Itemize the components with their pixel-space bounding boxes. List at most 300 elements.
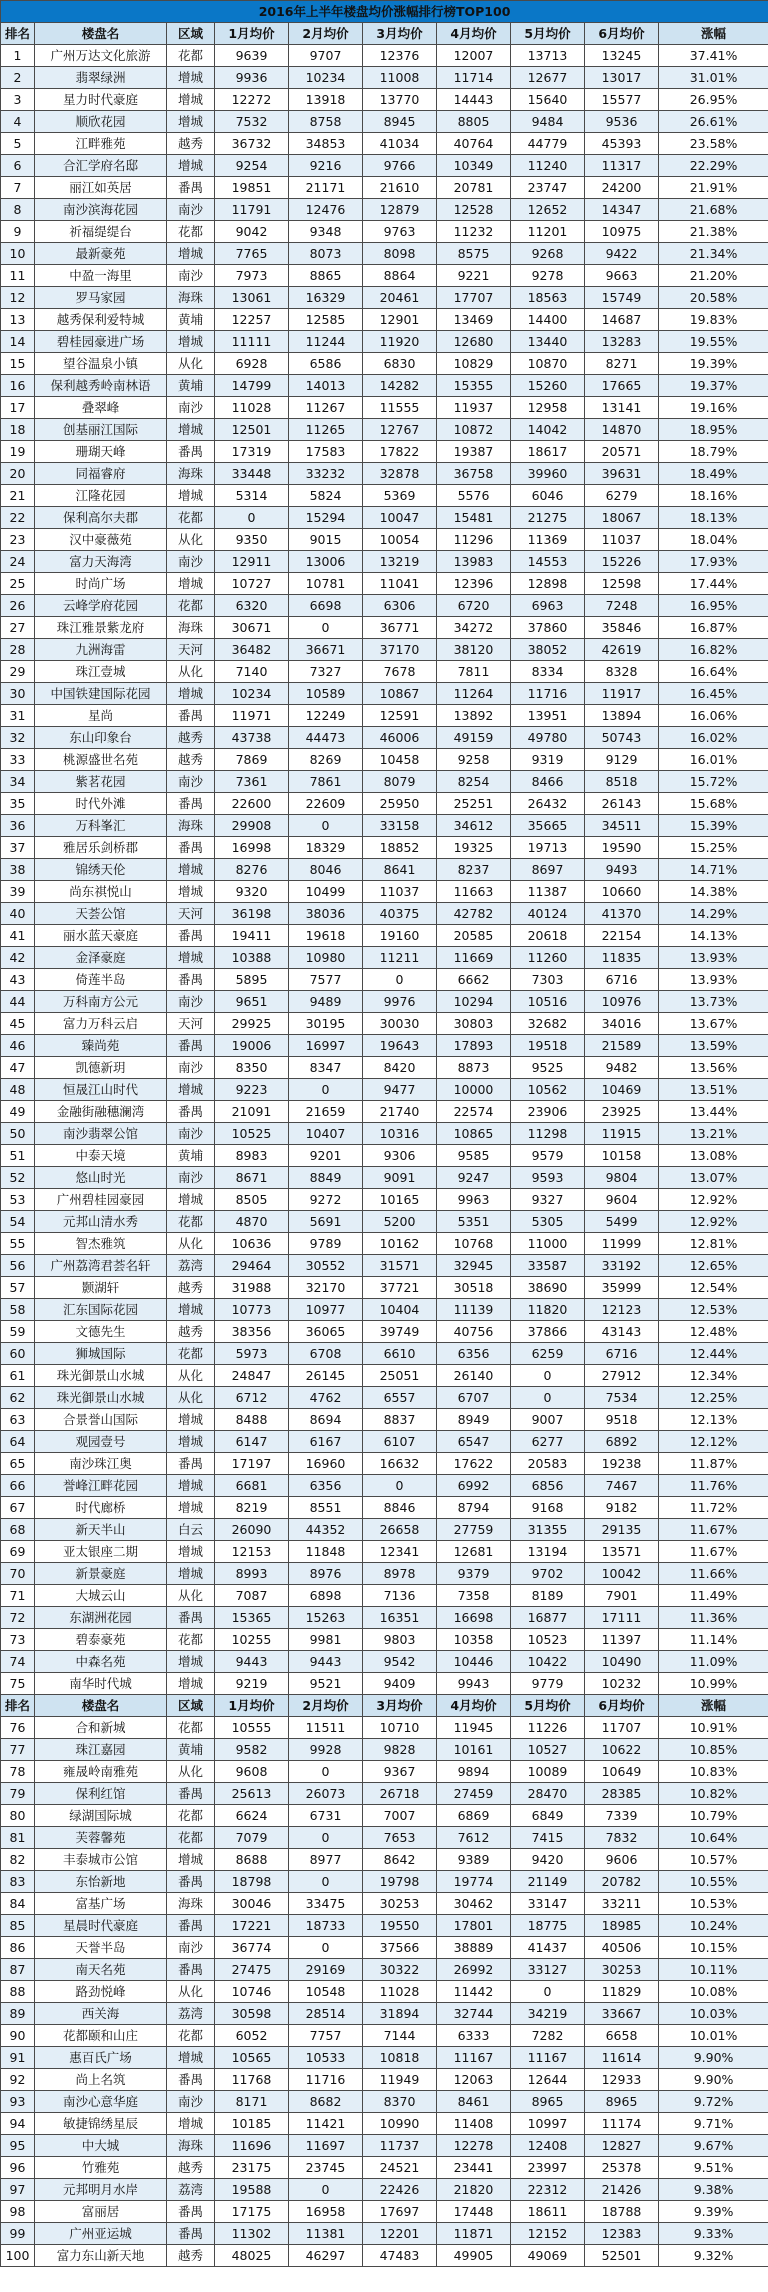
feb-price-cell: 7757: [289, 2025, 363, 2047]
apr-price-cell: 12528: [437, 199, 511, 221]
increase-cell: 10.24%: [659, 1915, 768, 1937]
district-cell: 花都: [167, 595, 215, 617]
project-name-cell: 万科峯汇: [35, 815, 167, 837]
mar-price-cell: 10867: [363, 683, 437, 705]
increase-cell: 10.57%: [659, 1849, 768, 1871]
rank-cell: 69: [1, 1541, 35, 1563]
mar-price-cell: 10710: [363, 1717, 437, 1739]
feb-price-cell: 10407: [289, 1123, 363, 1145]
jun-price-cell: 34511: [585, 815, 659, 837]
table-row: [1, 331, 768, 353]
increase-cell: 14.71%: [659, 859, 768, 881]
may-price-cell: 0: [511, 1387, 585, 1409]
rank-cell: 96: [1, 2157, 35, 2179]
project-name-cell: 富力东山新天地: [35, 2245, 167, 2267]
apr-price-cell: 30803: [437, 1013, 511, 1035]
rank-cell: 48: [1, 1079, 35, 1101]
project-name-cell: 富力万科云启: [35, 1013, 167, 1035]
may-price-cell: 13951: [511, 705, 585, 727]
table-row: [1, 1893, 768, 1915]
may-price-cell: 14042: [511, 419, 585, 441]
mar-price-cell: 9306: [363, 1145, 437, 1167]
rank-cell: 13: [1, 309, 35, 331]
header-mar-price: 3月均价: [363, 23, 437, 45]
rank-cell: 62: [1, 1387, 35, 1409]
district-cell: 越秀: [167, 2245, 215, 2267]
rank-cell: 40: [1, 903, 35, 925]
feb-price-cell: 15294: [289, 507, 363, 529]
jan-price-cell: 18798: [215, 1871, 289, 1893]
feb-price-cell: 22609: [289, 793, 363, 815]
may-price-cell: 5305: [511, 1211, 585, 1233]
project-name-cell: 珠江雅景紫龙府: [35, 617, 167, 639]
header-cell: 5月均价: [511, 1695, 585, 1717]
jun-price-cell: 9422: [585, 243, 659, 265]
jun-price-cell: 11915: [585, 1123, 659, 1145]
may-price-cell: 26432: [511, 793, 585, 815]
increase-cell: 17.44%: [659, 573, 768, 595]
title-row: [1, 1, 768, 23]
header-district: 区域: [167, 23, 215, 45]
table-row: [1, 1629, 768, 1651]
jun-price-cell: 27912: [585, 1365, 659, 1387]
table-row: [1, 2135, 768, 2157]
district-cell: 越秀: [167, 2157, 215, 2179]
table-row: [1, 199, 768, 221]
jun-price-cell: 7832: [585, 1827, 659, 1849]
may-price-cell: 15640: [511, 89, 585, 111]
rank-cell: 76: [1, 1717, 35, 1739]
may-price-cell: 0: [511, 1981, 585, 2003]
apr-price-cell: 8575: [437, 243, 511, 265]
project-name-cell: 中大城: [35, 2135, 167, 2157]
jan-price-cell: 25613: [215, 1783, 289, 1805]
feb-price-cell: 11848: [289, 1541, 363, 1563]
table-row: [1, 573, 768, 595]
apr-price-cell: 27459: [437, 1783, 511, 1805]
mar-price-cell: 11008: [363, 67, 437, 89]
jun-price-cell: 12598: [585, 573, 659, 595]
apr-price-cell: 8794: [437, 1497, 511, 1519]
header-cell: 涨幅: [659, 1695, 768, 1717]
table-row: [1, 419, 768, 441]
project-name-cell: 臻尚苑: [35, 1035, 167, 1057]
project-name-cell: 芙蓉馨苑: [35, 1827, 167, 1849]
increase-cell: 19.39%: [659, 353, 768, 375]
project-name-cell: 智杰雅筑: [35, 1233, 167, 1255]
feb-price-cell: 6356: [289, 1475, 363, 1497]
may-price-cell: 13713: [511, 45, 585, 67]
rank-cell: 14: [1, 331, 35, 353]
table-row: [1, 1607, 768, 1629]
table-row: [1, 2091, 768, 2113]
project-name-cell: 敏捷锦绣星辰: [35, 2113, 167, 2135]
project-name-cell: 雅居乐剑桥郡: [35, 837, 167, 859]
feb-price-cell: 7577: [289, 969, 363, 991]
may-price-cell: 38690: [511, 1277, 585, 1299]
apr-price-cell: 25251: [437, 793, 511, 815]
district-cell: 增城: [167, 1299, 215, 1321]
apr-price-cell: 8254: [437, 771, 511, 793]
table-row: [1, 1497, 768, 1519]
table-row: [1, 133, 768, 155]
mar-price-cell: 7678: [363, 661, 437, 683]
jun-price-cell: 6279: [585, 485, 659, 507]
apr-price-cell: 6356: [437, 1343, 511, 1365]
rank-cell: 18: [1, 419, 35, 441]
table-row: [1, 2069, 768, 2091]
mar-price-cell: 37721: [363, 1277, 437, 1299]
project-name-cell: 祈福缇缇台: [35, 221, 167, 243]
feb-price-cell: 11511: [289, 1717, 363, 1739]
may-price-cell: 9593: [511, 1167, 585, 1189]
jun-price-cell: 9606: [585, 1849, 659, 1871]
mar-price-cell: 6830: [363, 353, 437, 375]
feb-price-cell: 32170: [289, 1277, 363, 1299]
jun-price-cell: 15749: [585, 287, 659, 309]
table-row: [1, 243, 768, 265]
mar-price-cell: 32878: [363, 463, 437, 485]
feb-price-cell: 36671: [289, 639, 363, 661]
district-cell: 增城: [167, 89, 215, 111]
apr-price-cell: 11669: [437, 947, 511, 969]
rank-cell: 59: [1, 1321, 35, 1343]
jan-price-cell: 9936: [215, 67, 289, 89]
may-price-cell: 34219: [511, 2003, 585, 2025]
project-name-cell: 路劲悦峰: [35, 1981, 167, 2003]
mar-price-cell: 11737: [363, 2135, 437, 2157]
district-cell: 番禺: [167, 793, 215, 815]
jan-price-cell: 30046: [215, 1893, 289, 1915]
district-cell: 番禺: [167, 1453, 215, 1475]
rank-cell: 43: [1, 969, 35, 991]
jan-price-cell: 8993: [215, 1563, 289, 1585]
jun-price-cell: 9536: [585, 111, 659, 133]
apr-price-cell: 12063: [437, 2069, 511, 2091]
project-name-cell: 中泰天境: [35, 1145, 167, 1167]
jan-price-cell: 26090: [215, 1519, 289, 1541]
jan-price-cell: 9254: [215, 155, 289, 177]
district-cell: 花都: [167, 507, 215, 529]
mar-price-cell: 46006: [363, 727, 437, 749]
increase-cell: 13.59%: [659, 1035, 768, 1057]
table-row: [1, 1321, 768, 1343]
may-price-cell: 39960: [511, 463, 585, 485]
project-name-cell: 汇东国际花园: [35, 1299, 167, 1321]
increase-cell: 10.15%: [659, 1937, 768, 1959]
table-row: [1, 969, 768, 991]
feb-price-cell: 30552: [289, 1255, 363, 1277]
project-name-cell: 尚东祺悦山: [35, 881, 167, 903]
project-name-cell: 最新豪苑: [35, 243, 167, 265]
project-name-cell: 惠百氏广场: [35, 2047, 167, 2069]
table-row: [1, 507, 768, 529]
jun-price-cell: 8518: [585, 771, 659, 793]
mar-price-cell: 9367: [363, 1761, 437, 1783]
jan-price-cell: 19411: [215, 925, 289, 947]
project-name-cell: 合景誉山国际: [35, 1409, 167, 1431]
feb-price-cell: 10781: [289, 573, 363, 595]
feb-price-cell: 9981: [289, 1629, 363, 1651]
table-row: [1, 2003, 768, 2025]
mar-price-cell: 21610: [363, 177, 437, 199]
rank-cell: 85: [1, 1915, 35, 1937]
may-price-cell: 11167: [511, 2047, 585, 2069]
rank-cell: 50: [1, 1123, 35, 1145]
apr-price-cell: 11296: [437, 529, 511, 551]
feb-price-cell: 10234: [289, 67, 363, 89]
apr-price-cell: 9943: [437, 1673, 511, 1695]
project-name-cell: 大城云山: [35, 1585, 167, 1607]
mar-price-cell: 9409: [363, 1673, 437, 1695]
district-cell: 增城: [167, 1849, 215, 1871]
table-row: [1, 1013, 768, 1035]
feb-price-cell: 9489: [289, 991, 363, 1013]
table-row: [1, 661, 768, 683]
feb-price-cell: 8682: [289, 2091, 363, 2113]
may-price-cell: 20618: [511, 925, 585, 947]
feb-price-cell: 18733: [289, 1915, 363, 1937]
district-cell: 从化: [167, 529, 215, 551]
district-cell: 越秀: [167, 1277, 215, 1299]
feb-price-cell: 5691: [289, 1211, 363, 1233]
may-price-cell: 40124: [511, 903, 585, 925]
jan-price-cell: 22600: [215, 793, 289, 815]
district-cell: 越秀: [167, 133, 215, 155]
mar-price-cell: 11555: [363, 397, 437, 419]
increase-cell: 13.44%: [659, 1101, 768, 1123]
jun-price-cell: 8328: [585, 661, 659, 683]
mar-price-cell: 9766: [363, 155, 437, 177]
may-price-cell: 9319: [511, 749, 585, 771]
district-cell: 番禺: [167, 1607, 215, 1629]
mar-price-cell: 5369: [363, 485, 437, 507]
mar-price-cell: 7136: [363, 1585, 437, 1607]
increase-cell: 13.93%: [659, 969, 768, 991]
apr-price-cell: 8873: [437, 1057, 511, 1079]
jun-price-cell: 12827: [585, 2135, 659, 2157]
mar-price-cell: 16351: [363, 1607, 437, 1629]
may-price-cell: 11240: [511, 155, 585, 177]
may-price-cell: 6046: [511, 485, 585, 507]
apr-price-cell: 5351: [437, 1211, 511, 1233]
jun-price-cell: 52501: [585, 2245, 659, 2267]
jan-price-cell: 9223: [215, 1079, 289, 1101]
project-name-cell: 时尚广场: [35, 573, 167, 595]
header-row: [1, 23, 768, 45]
table-row: [1, 67, 768, 89]
may-price-cell: 12652: [511, 199, 585, 221]
jun-price-cell: 35846: [585, 617, 659, 639]
district-cell: 番禺: [167, 177, 215, 199]
jun-price-cell: 14347: [585, 199, 659, 221]
table-row: [1, 1057, 768, 1079]
mar-price-cell: 8641: [363, 859, 437, 881]
district-cell: 越秀: [167, 749, 215, 771]
jun-price-cell: 11317: [585, 155, 659, 177]
table-row: [1, 2245, 768, 2267]
district-cell: 增城: [167, 1563, 215, 1585]
mar-price-cell: 12591: [363, 705, 437, 727]
jan-price-cell: 29908: [215, 815, 289, 837]
mar-price-cell: 17822: [363, 441, 437, 463]
jun-price-cell: 9182: [585, 1497, 659, 1519]
feb-price-cell: 26145: [289, 1365, 363, 1387]
table-row: [1, 89, 768, 111]
project-name-cell: 誉峰江畔花园: [35, 1475, 167, 1497]
apr-price-cell: 9389: [437, 1849, 511, 1871]
apr-price-cell: 32744: [437, 2003, 511, 2025]
increase-cell: 15.72%: [659, 771, 768, 793]
may-price-cell: 13194: [511, 1541, 585, 1563]
feb-price-cell: 44473: [289, 727, 363, 749]
district-cell: 南沙: [167, 771, 215, 793]
project-name-cell: 东山印象台: [35, 727, 167, 749]
feb-price-cell: 8347: [289, 1057, 363, 1079]
feb-price-cell: 8849: [289, 1167, 363, 1189]
may-price-cell: 7282: [511, 2025, 585, 2047]
table-row: [1, 1475, 768, 1497]
district-cell: 花都: [167, 1827, 215, 1849]
jun-price-cell: 13141: [585, 397, 659, 419]
district-cell: 花都: [167, 1343, 215, 1365]
apr-price-cell: 11232: [437, 221, 511, 243]
jun-price-cell: 11037: [585, 529, 659, 551]
feb-price-cell: 6586: [289, 353, 363, 375]
may-price-cell: 11226: [511, 1717, 585, 1739]
may-price-cell: 12958: [511, 397, 585, 419]
feb-price-cell: 13918: [289, 89, 363, 111]
rank-cell: 61: [1, 1365, 35, 1387]
jun-price-cell: 14687: [585, 309, 659, 331]
jan-price-cell: 6147: [215, 1431, 289, 1453]
may-price-cell: 28470: [511, 1783, 585, 1805]
table-row: [1, 727, 768, 749]
project-name-cell: 珠江壹城: [35, 661, 167, 683]
mar-price-cell: 11211: [363, 947, 437, 969]
increase-cell: 10.53%: [659, 1893, 768, 1915]
feb-price-cell: 36065: [289, 1321, 363, 1343]
feb-price-cell: 0: [289, 1761, 363, 1783]
apr-price-cell: 17893: [437, 1035, 511, 1057]
table-row: [1, 1123, 768, 1145]
project-name-cell: 元邦明月水岸: [35, 2179, 167, 2201]
mar-price-cell: 10054: [363, 529, 437, 551]
jun-price-cell: 11174: [585, 2113, 659, 2135]
project-name-cell: 富丽居: [35, 2201, 167, 2223]
increase-cell: 16.45%: [659, 683, 768, 705]
rank-cell: 99: [1, 2223, 35, 2245]
jan-price-cell: 11696: [215, 2135, 289, 2157]
feb-price-cell: 18329: [289, 837, 363, 859]
district-cell: 番禺: [167, 1101, 215, 1123]
table-row: [1, 1189, 768, 1211]
feb-price-cell: 23745: [289, 2157, 363, 2179]
jan-price-cell: 8688: [215, 1849, 289, 1871]
may-price-cell: 9702: [511, 1563, 585, 1585]
rank-cell: 81: [1, 1827, 35, 1849]
project-name-cell: 南天名苑: [35, 1959, 167, 1981]
apr-price-cell: 36758: [437, 463, 511, 485]
jan-price-cell: 10773: [215, 1299, 289, 1321]
rank-cell: 79: [1, 1783, 35, 1805]
apr-price-cell: 9379: [437, 1563, 511, 1585]
rank-cell: 67: [1, 1497, 35, 1519]
may-price-cell: 23997: [511, 2157, 585, 2179]
project-name-cell: 保利高尔夫郡: [35, 507, 167, 529]
project-name-cell: 万科南方公元: [35, 991, 167, 1013]
rank-cell: 42: [1, 947, 35, 969]
increase-cell: 12.92%: [659, 1211, 768, 1233]
increase-cell: 11.66%: [659, 1563, 768, 1585]
rank-cell: 29: [1, 661, 35, 683]
district-cell: 荔湾: [167, 2003, 215, 2025]
district-cell: 番禺: [167, 2223, 215, 2245]
may-price-cell: 9579: [511, 1145, 585, 1167]
jan-price-cell: 13061: [215, 287, 289, 309]
table-row: [1, 947, 768, 969]
apr-price-cell: 8949: [437, 1409, 511, 1431]
feb-price-cell: 33475: [289, 1893, 363, 1915]
increase-cell: 10.79%: [659, 1805, 768, 1827]
jan-price-cell: 7079: [215, 1827, 289, 1849]
apr-price-cell: 10161: [437, 1739, 511, 1761]
project-name-cell: 叠翠峰: [35, 397, 167, 419]
table-row: [1, 617, 768, 639]
district-cell: 增城: [167, 1673, 215, 1695]
feb-price-cell: 11421: [289, 2113, 363, 2135]
table-row: [1, 1849, 768, 1871]
jan-price-cell: 17319: [215, 441, 289, 463]
jun-price-cell: 10622: [585, 1739, 659, 1761]
jun-price-cell: 11999: [585, 1233, 659, 1255]
feb-price-cell: 46297: [289, 2245, 363, 2267]
jan-price-cell: 29925: [215, 1013, 289, 1035]
jun-price-cell: 10042: [585, 1563, 659, 1585]
rank-cell: 31: [1, 705, 35, 727]
apr-price-cell: 34272: [437, 617, 511, 639]
may-price-cell: 8466: [511, 771, 585, 793]
increase-cell: 18.13%: [659, 507, 768, 529]
jan-price-cell: 9582: [215, 1739, 289, 1761]
project-name-cell: 江畔雅苑: [35, 133, 167, 155]
feb-price-cell: 9348: [289, 221, 363, 243]
district-cell: 从化: [167, 1585, 215, 1607]
repeated-header-row: [1, 1695, 768, 1717]
jun-price-cell: 30253: [585, 1959, 659, 1981]
jan-price-cell: 33448: [215, 463, 289, 485]
table-row: [1, 551, 768, 573]
feb-price-cell: 11381: [289, 2223, 363, 2245]
project-name-cell: 新景豪庭: [35, 1563, 167, 1585]
mar-price-cell: 19550: [363, 1915, 437, 1937]
mar-price-cell: 18852: [363, 837, 437, 859]
mar-price-cell: 19160: [363, 925, 437, 947]
jun-price-cell: 10158: [585, 1145, 659, 1167]
district-cell: 增城: [167, 573, 215, 595]
may-price-cell: 35665: [511, 815, 585, 837]
jun-price-cell: 20782: [585, 1871, 659, 1893]
may-price-cell: 10516: [511, 991, 585, 1013]
may-price-cell: 13440: [511, 331, 585, 353]
rank-cell: 66: [1, 1475, 35, 1497]
mar-price-cell: 20461: [363, 287, 437, 309]
may-price-cell: 44779: [511, 133, 585, 155]
rank-cell: 20: [1, 463, 35, 485]
project-name-cell: 亚太银座二期: [35, 1541, 167, 1563]
may-price-cell: 8965: [511, 2091, 585, 2113]
apr-price-cell: 6547: [437, 1431, 511, 1453]
